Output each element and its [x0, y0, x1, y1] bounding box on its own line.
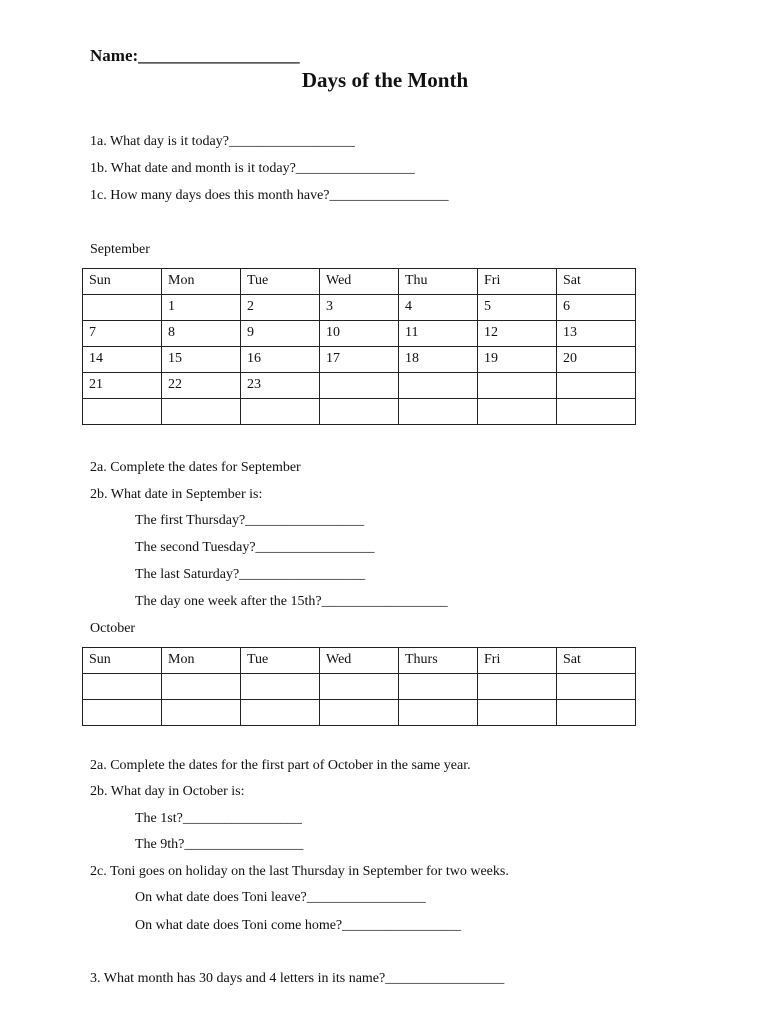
- date-number: 17: [326, 351, 340, 366]
- september-date-cell: [83, 347, 162, 373]
- october-date-cell: [83, 700, 162, 726]
- question-toni-leave: On what date does Toni leave?_________________: [135, 890, 426, 905]
- october-date-cell: [478, 700, 557, 726]
- question-1c: 1c. How many days does this month have?_________________: [90, 188, 449, 203]
- question-second-tuesday: The second Tuesday?_________________: [135, 540, 375, 555]
- september-date-cell: [83, 373, 162, 399]
- september-date-cell: [241, 295, 320, 321]
- september-week-row: [83, 295, 636, 321]
- september-date-cell: [162, 373, 241, 399]
- september-header-row: [83, 269, 636, 295]
- date-number: 23: [247, 377, 261, 392]
- september-date-cell: [320, 399, 399, 425]
- question-october-1st: The 1st?_________________: [135, 811, 302, 826]
- question-2a-september: 2a. Complete the dates for September: [90, 460, 301, 475]
- september-day-header: [557, 269, 636, 295]
- date-number: 22: [168, 377, 182, 392]
- september-date-cell: [399, 373, 478, 399]
- date-number: 5: [484, 299, 491, 314]
- date-number: 3: [326, 299, 333, 314]
- day-name: Thu: [405, 273, 428, 288]
- date-number: 10: [326, 325, 340, 340]
- september-date-cell: [557, 321, 636, 347]
- september-date-cell: [83, 321, 162, 347]
- september-date-cell: [83, 399, 162, 425]
- date-number: 4: [405, 299, 412, 314]
- day-name: Sun: [89, 273, 111, 288]
- october-day-header: [399, 648, 478, 674]
- day-name: Thurs: [405, 652, 438, 667]
- day-name: Fri: [484, 652, 501, 667]
- september-date-cell: [320, 373, 399, 399]
- day-name: Tue: [247, 652, 269, 667]
- date-number: 7: [89, 325, 96, 340]
- october-date-cell: [320, 674, 399, 700]
- september-label: September: [90, 242, 150, 257]
- october-date-cell: [557, 700, 636, 726]
- day-name: Sat: [563, 273, 581, 288]
- date-number: 12: [484, 325, 498, 340]
- september-date-cell: [320, 347, 399, 373]
- october-day-header: [241, 648, 320, 674]
- september-week-row: [83, 347, 636, 373]
- september-date-cell: [557, 399, 636, 425]
- september-date-cell: [162, 321, 241, 347]
- day-name: Fri: [484, 273, 501, 288]
- day-name: Tue: [247, 273, 269, 288]
- september-day-header: [399, 269, 478, 295]
- question-first-thursday: The first Thursday?_________________: [135, 513, 365, 528]
- date-number: 20: [563, 351, 577, 366]
- september-date-cell: [399, 399, 478, 425]
- day-name: Mon: [168, 652, 195, 667]
- september-week-row: [83, 321, 636, 347]
- date-number: 8: [168, 325, 175, 340]
- september-date-cell: [557, 373, 636, 399]
- october-date-cell: [83, 674, 162, 700]
- september-week-row: [83, 373, 636, 399]
- october-date-cell: [162, 674, 241, 700]
- september-date-cell: [478, 321, 557, 347]
- question-1b: 1b. What date and month is it today?_________________: [90, 161, 415, 176]
- september-date-cell: [557, 295, 636, 321]
- september-date-cell: [241, 347, 320, 373]
- date-number: 6: [563, 299, 570, 314]
- october-calendar: [82, 647, 636, 726]
- october-day-header: [478, 648, 557, 674]
- october-date-cell: [557, 674, 636, 700]
- october-week-row: [83, 700, 636, 726]
- september-day-header: [241, 269, 320, 295]
- question-last-saturday: The last Saturday?__________________: [135, 567, 366, 582]
- name-field-label: Name:___________________: [90, 46, 300, 65]
- september-date-cell: [478, 295, 557, 321]
- date-number: 21: [89, 377, 103, 392]
- october-date-cell: [162, 700, 241, 726]
- october-date-cell: [241, 674, 320, 700]
- october-day-header: [162, 648, 241, 674]
- date-number: 14: [89, 351, 103, 366]
- date-number: 19: [484, 351, 498, 366]
- september-date-cell: [162, 399, 241, 425]
- date-number: 13: [563, 325, 577, 340]
- october-date-cell: [399, 700, 478, 726]
- october-week-row: [83, 674, 636, 700]
- october-day-header: [83, 648, 162, 674]
- date-number: 18: [405, 351, 419, 366]
- october-date-cell: [478, 674, 557, 700]
- october-label: October: [90, 621, 136, 636]
- september-date-cell: [399, 347, 478, 373]
- october-date-cell: [241, 700, 320, 726]
- september-week-row: [83, 399, 636, 425]
- september-date-cell: [320, 295, 399, 321]
- september-date-cell: [478, 399, 557, 425]
- october-date-cell: [399, 674, 478, 700]
- question-week-after-15th: The day one week after the 15th?__________________: [135, 594, 448, 609]
- september-date-cell: [478, 373, 557, 399]
- september-date-cell: [478, 347, 557, 373]
- october-header-row: [83, 648, 636, 674]
- question-1a: 1a. What day is it today?__________________: [90, 134, 355, 149]
- question-3: 3. What month has 30 days and 4 letters in its name?_________________: [90, 971, 505, 986]
- september-day-header: [478, 269, 557, 295]
- september-date-cell: [162, 347, 241, 373]
- date-number: 2: [247, 299, 254, 314]
- september-date-cell: [399, 295, 478, 321]
- september-date-cell: [241, 399, 320, 425]
- question-toni-home: On what date does Toni come home?_________________: [135, 918, 462, 933]
- date-number: 16: [247, 351, 261, 366]
- september-date-cell: [162, 295, 241, 321]
- september-day-header: [162, 269, 241, 295]
- question-2b-september: 2b. What date in September is:: [90, 487, 263, 502]
- september-day-header: [320, 269, 399, 295]
- september-date-cell: [83, 295, 162, 321]
- date-number: 15: [168, 351, 182, 366]
- question-2a-october: 2a. Complete the dates for the first part of October in the same year.: [90, 758, 471, 773]
- day-name: Wed: [326, 273, 352, 288]
- question-october-9th: The 9th?_________________: [135, 837, 304, 852]
- page-title: Days of the Month: [301, 68, 469, 92]
- day-name: Wed: [326, 652, 352, 667]
- day-name: Sat: [563, 652, 581, 667]
- date-number: 9: [247, 325, 254, 340]
- september-calendar: [82, 268, 636, 425]
- september-date-cell: [320, 321, 399, 347]
- october-day-header: [557, 648, 636, 674]
- date-number: 1: [168, 299, 175, 314]
- september-date-cell: [399, 321, 478, 347]
- october-day-header: [320, 648, 399, 674]
- date-number: 11: [405, 325, 419, 340]
- september-day-header: [83, 269, 162, 295]
- september-date-cell: [241, 321, 320, 347]
- question-2c: 2c. Toni goes on holiday on the last Thursday in September for two weeks.: [90, 864, 509, 879]
- day-name: Sun: [89, 652, 111, 667]
- september-date-cell: [557, 347, 636, 373]
- question-2b-october: 2b. What day in October is:: [90, 784, 245, 799]
- september-date-cell: [241, 373, 320, 399]
- day-name: Mon: [168, 273, 195, 288]
- october-date-cell: [320, 700, 399, 726]
